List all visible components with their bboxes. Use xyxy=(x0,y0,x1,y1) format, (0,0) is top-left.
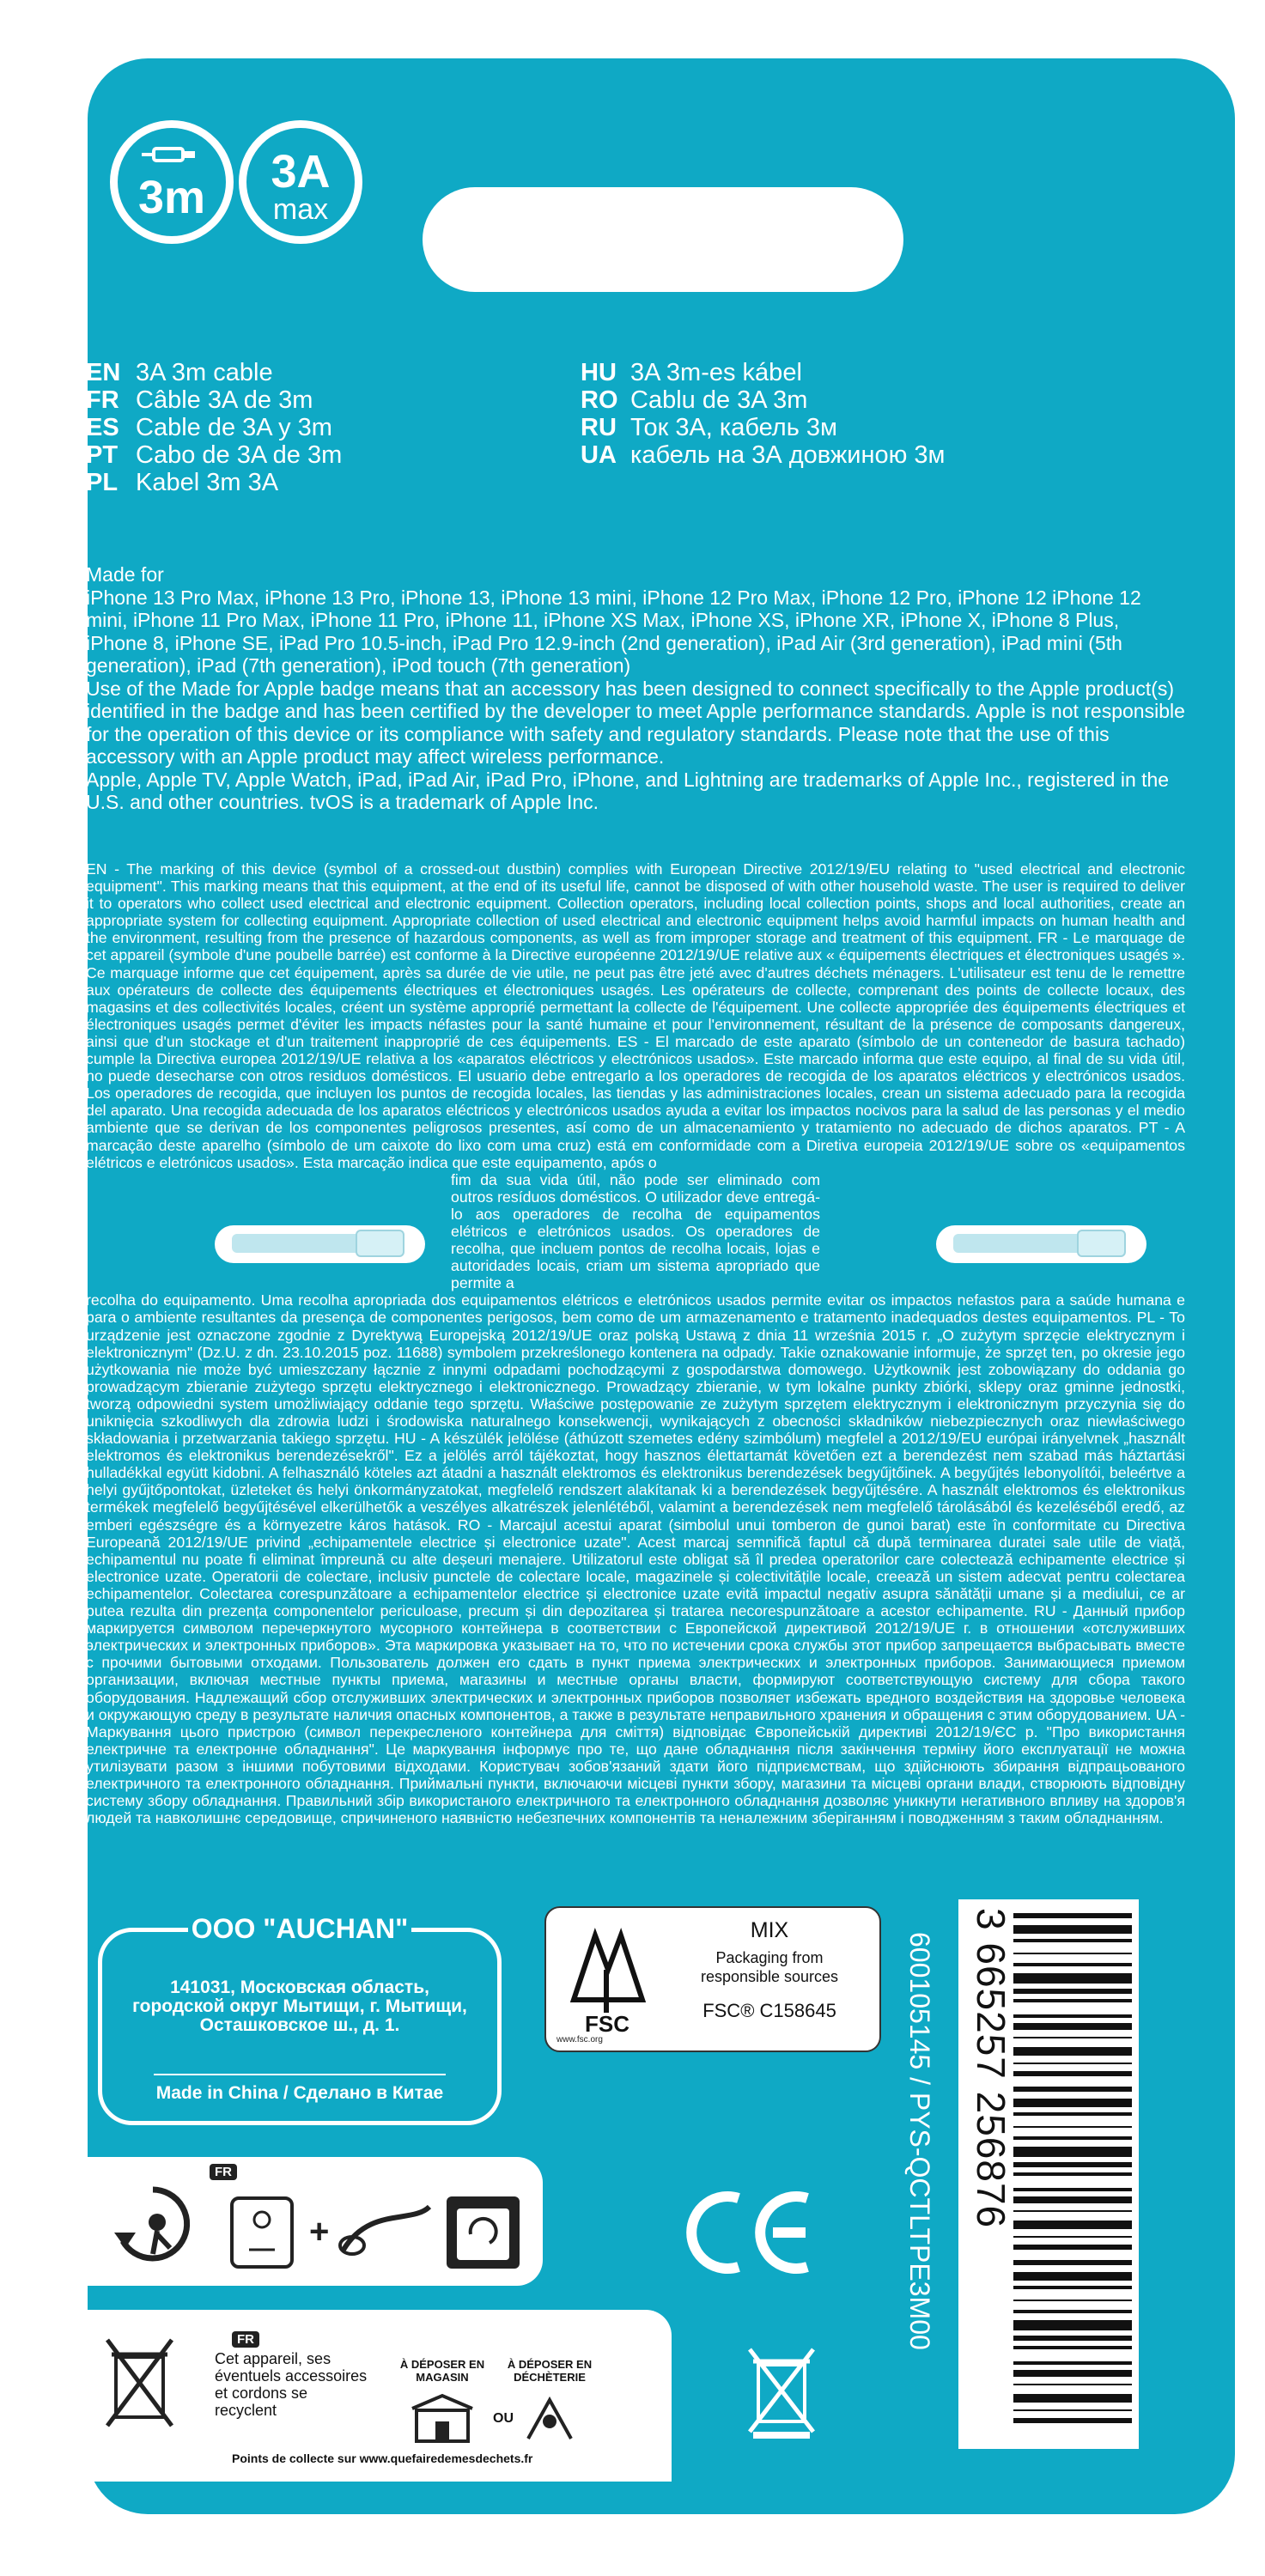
triman-icon xyxy=(110,2181,196,2267)
barcode-digits: 3 665257 256876 xyxy=(969,1908,1013,2229)
product-code: 600105145 / PYS-QCTLTPE3M00 xyxy=(904,1932,935,2350)
barcode-bar xyxy=(1013,2188,1132,2191)
or-label: OU xyxy=(493,2411,514,2426)
barcode-bar xyxy=(1013,2099,1132,2107)
language-code: EN xyxy=(86,359,121,386)
language-row xyxy=(581,386,945,414)
fsc-tree-icon xyxy=(556,1918,658,2044)
barcode-bar xyxy=(1013,2336,1132,2341)
language-row xyxy=(86,359,342,386)
language-row xyxy=(86,414,342,441)
barcode-bar xyxy=(1013,1913,1132,1918)
language-text: Câble 3A de 3m xyxy=(136,386,313,414)
barcode-bar xyxy=(1013,1963,1132,1966)
weee-bin-icon xyxy=(743,2346,820,2440)
barcode-bar xyxy=(1013,2162,1132,2167)
made-for-heading: Made for xyxy=(86,563,164,586)
fsc-line: Packaging from xyxy=(715,1949,824,1966)
barcode-bar xyxy=(1013,2023,1132,2030)
language-code: RU xyxy=(581,414,617,441)
fsc-text xyxy=(666,1918,873,2022)
language-code: ES xyxy=(86,414,119,441)
fr-tag: FR xyxy=(232,2331,259,2348)
language-row xyxy=(581,359,945,386)
language-text: Cabo de 3A de 3m xyxy=(136,441,343,469)
barcode-bar xyxy=(1013,2286,1132,2289)
importer-address xyxy=(102,1978,497,2035)
barcode-bar xyxy=(1013,2014,1132,2018)
made-for-apple-block xyxy=(86,563,1185,814)
language-list-left xyxy=(86,359,342,496)
fsc-line: responsible sources xyxy=(700,1968,839,1985)
store-drop-label: À DÉPOSER EN MAGASIN xyxy=(399,2358,485,2384)
barcode-bar xyxy=(1013,2260,1132,2265)
address-line: городской округ Мытищи, г. Мытищи, xyxy=(132,1996,467,2016)
barcode-bar xyxy=(1013,2394,1132,2403)
barcode-bar xyxy=(1013,2087,1132,2092)
current-max-label: max xyxy=(272,193,329,226)
barcode-bar xyxy=(1013,2361,1132,2365)
made-for-devices: iPhone 13 Pro Max, iPhone 13 Pro, iPhone 13, iPhone 13 mini, iPhone 12 Pro Max, iPhone 12 Pro, iPhone 12 iPhone 12 mini, iPhone 11 Pro Max, iPhone 11 Pro, iPhone 11, iPhone XS Max, iPhone XS, iPhone XR, iPhone X, iPhone 8 Plus, iPhone 8, iPhone SE, iPad Pro 10.5-inch, iPad Pro 12.9-inch (2nd generation), iPad Air (3rd generation), iPad mini (5th generation), iPad (7th generation), iPod touch (7th generation) xyxy=(86,586,1141,677)
current-badge xyxy=(239,120,362,244)
barcode-bar xyxy=(1013,2172,1132,2176)
language-row xyxy=(86,441,342,469)
svg-text:+: + xyxy=(309,2213,330,2251)
importer-box xyxy=(98,1913,502,2125)
language-text: 3A 3m cable xyxy=(136,359,273,386)
current-value: 3A xyxy=(271,146,331,197)
language-text: Kabel 3m 3A xyxy=(136,469,279,496)
collection-points-text: Points de collecte sur www.quefairedemesdechets.fr xyxy=(232,2451,533,2465)
crossed-bin-icon xyxy=(103,2336,176,2430)
barcode-bar xyxy=(1013,2272,1132,2281)
weee-part-3: recolha do equipamento. Uma recolha apropriada dos equipamentos elétricos e eletrónicos usados permite evitar os impactos nefastos para a saúde humana e para o ambiente resultantes da presença de componentes perigosos, bem como de um armazenamento e tratamento inadequados destes equipamentos. PL - To urządzenie jest oznaczone zgodnie z Dyrektywą Europejską 2012/19/UE oraz polską Ustawą z dnia 11 września 2015 r. „O zużytym sprzęcie elektrycznym i elektronicznym" (Dz.U. z dn. 23.10.2015 poz. 11688) symbolem przekreślonego kontenera na odpady. Takie oznakowanie informuje, że sprzęt ten, po okresie jego użytkowania nie może być umieszczany łącznie z innymi odpadami pochodzącymi z gospodarstwa domowego. Użytkownik jest zobowiązany do oddania go prowadzącym zbieranie zużytego sprzętu elektrycznego i elektronicznego. Prowadzący zbieranie, w tym lokalne punkty zbiórki, sklepy oraz gminne jednostki, tworzą odpowiedni system umożliwiający oddanie tego sprzętu. Właściwe postępowanie ze zużytym sprzętem elektrycznym i elektronicznym przyczynia się do uniknięcia szkodliwych dla zdrowia ludzi i środowiska naturalnego konsekwencji, wynikających z obecności składników niebezpiecznych oraz niewłaściwego składowania i przetwarzania takiego sprzętu. HU - A készülék jelölése (áthúzott szemetes edény szimbólum) megfelel a 2012/19/EU európai irányelvnek „használt elektromos és elektronikus berendezésekről". Ez a jelölés arról tájékoztat, hogy hasznos élettartamát követően ezt a berendezést nem szabad más háztartási hulladékkal együtt kidobni. A felhasználó köteles azt átadni a használt elektromos és elektronikus berendezések begyűjtőinek. A begyűjtés lebonyolítói, beleértve a helyi gyűjtőpontokat, üzleteket és helyi önkormányzatokat, megfelelő rendszert alakítanak ki a berendezések begyűjtésére. A használt elektromos és elektronikus termékek megfelelő begyűjtésével elkerülhetők a veszélyes alkatrészek jelenlétéből, valamint a berendezések nem megfelelő tárolásából és kezeléséből eredő, az emberi egészségre és a környezetre káros hatások. RO - Marcajul acestui aparat (simbolul unui tomberon de gunoi barat) este în conformitate cu Directiva Europeană 2012/19/UE privind „echipamentele electrice și electronice uzate". Acest marcaj semnifică faptul că după terminarea duratei sale utile de viață, echipamentul nu poate fi eliminat împreună cu alte deșeuri menajere. Utilizatorul este obligat să îl predea operatorilor care colectează echipamente electrice și electronice uzate. Operatorii de colectare, inclusiv punctele de colectare locale, magazinele și colectivitățile locale, creează un sistem adecvat pentru colectarea echipamentelor. Colectarea corespunzătoare a echipamentelor electrice și electronice uzate evită impactul negativ asupra sănătății umane și a mediului, ce ar putea rezulta din prezența componentelor periculoase, precum și din depozitarea și tratarea necorespunzătoare a acestor echipamente. RU - Данный прибор маркируется символом перечеркнутого мусорного контейнера в соответствии с Европейской директивой 2012/19/UE г. в отношении «отслуживших электрических и электронных приборов». Эта маркировка указывает на то, что по истечении срока службы этот прибор запрещается выбрасывать вместе с прочими бытовыми отходами. Пользователь должен его сдать в пункт приема электрических и электронных приборов. Занимающиеся приемом организации, включая местные пункты приема, магазины и местные органы власти, формируют соответствующую систему для сбора такого оборудования. Надлежащий сбор отслуживших электрических и электронных приборов позволяет избежать вредного воздействия на здоровье человека и окружающую среду в результате наличия опасных компонентов, а также в результате неправильного хранения и обращения с этим оборудованием. UA - Маркування цього пристрою (символ перекресленого контейнера для сміття) відповідає Європейській директиві 2012/19/ЄС р. "Про використання електричне та електронне обладнання". Це маркування інформує про те, що дане обладнання після закінчення терміну його експлуатації не можна утилізувати разом з іншими побутовими відходами. Користувач зобов'язаний здати його підприємствам, що здійснюють збирання відпрацьованого електричного та електронного обладнання. Приймальні пункти, включаючи місцеві пункти збору, магазини та місцеві органи влади, створюють відповідну систему збору обладнання. Правильний збір використаного електричного та електронного обладнання дозволяє уникнути негативного впливу на здоров'я людей та навколишнє середовище, спричиненого наявністю небезпечних компонентів та неналежним зберіганням і поводженням з таким обладнанням. xyxy=(86,1291,1185,1827)
ce-mark-icon xyxy=(678,2185,816,2280)
language-row xyxy=(86,469,342,496)
language-code: PL xyxy=(86,469,119,496)
barcode-bar xyxy=(1013,2112,1132,2116)
language-text: Cable de 3A y 3m xyxy=(136,414,332,441)
barcode-bar xyxy=(1013,2210,1132,2212)
barcode-bar xyxy=(1013,2310,1132,2313)
language-row xyxy=(86,386,342,414)
divider xyxy=(154,2074,446,2075)
barcode-bar xyxy=(1013,2370,1132,2377)
store-icon xyxy=(408,2391,477,2443)
made-in-label: Made in China / Сделано в Китае xyxy=(155,2083,444,2103)
language-text: Ток 3А, кабель 3м xyxy=(630,414,837,441)
barcode-bar xyxy=(1013,2384,1132,2385)
fr-tag: FR xyxy=(210,2164,237,2180)
fsc-label xyxy=(544,1906,881,2052)
barcode-bar xyxy=(1013,2063,1132,2064)
barcode-bar xyxy=(1013,2196,1132,2203)
cable-tie-left xyxy=(215,1224,425,1265)
fsc-code: FSC® C158645 xyxy=(702,2000,836,2021)
length-badge xyxy=(110,120,234,244)
hang-slot xyxy=(423,187,903,292)
weee-part-2: fim da sua vida útil, não pode ser eliminado com outros resíduos domésticos. O utilizador deve entregá-lo aos operadores de recolha de equipamentos elétricos e eletrónicos usados. Os operadores de recolha, que incluem pontos de recolha locais, lojas e autoridades locais, criam um sistema apropriado que permite a xyxy=(451,1170,820,1292)
language-code: PT xyxy=(86,441,119,469)
barcode-bar xyxy=(1013,2037,1132,2038)
recycling-info-text: Cet appareil, ses éventuels accessoires et cordons se recyclent xyxy=(215,2350,368,2419)
cable-icon xyxy=(138,138,207,173)
language-code: FR xyxy=(86,386,119,414)
weee-notice xyxy=(86,860,1185,1826)
fsc-mix: MIX xyxy=(750,1918,789,1942)
barcode-bar xyxy=(1013,2320,1132,2330)
language-row xyxy=(581,441,945,469)
barcode-bars xyxy=(1013,1908,1132,2440)
address-line: 141031, Московская область, xyxy=(170,1978,429,1997)
barcode-bar xyxy=(1013,2245,1132,2250)
barcode-bar xyxy=(1013,2047,1132,2056)
fsc-logo-text: FSC xyxy=(585,2011,629,2037)
barcode-bar xyxy=(1013,1999,1132,2002)
made-for-badge-notice: Use of the Made for Apple badge means that an accessory has been designed to connect specifically to the Apple product(s) identified in the badge and has been certified by the developer to meet Apple performance standards. Apple is not responsible for the operation of this device or its compliance with safety and regulatory standards. Please note that the use of this accessory with an Apple product may affect wireless performance. xyxy=(86,677,1185,768)
length-value: 3m xyxy=(137,172,206,223)
made-for-trademarks: Apple, Apple TV, Apple Watch, iPad, iPad Air, iPad Pro, iPhone, and Lightning are trademarks of Apple Inc., registered in the U.S. and other countries. tvOS is a trademark of Apple Inc. xyxy=(86,768,1170,813)
barcode-bar xyxy=(1013,2126,1132,2128)
cable-tie-right xyxy=(936,1224,1146,1265)
dump-icon xyxy=(520,2391,580,2443)
packaging-sorting-icons xyxy=(215,2190,532,2271)
language-text: кабель на 3А довжиною 3м xyxy=(630,441,946,469)
barcode-bar xyxy=(1013,2136,1132,2140)
barcode-bar xyxy=(1013,2418,1132,2423)
barcode-bar xyxy=(1013,1939,1132,1942)
barcode-bar xyxy=(1013,2147,1132,2157)
language-code: HU xyxy=(581,359,617,386)
barcode-bar xyxy=(1013,1989,1132,1994)
language-list-right xyxy=(581,359,945,469)
language-text: Cablu de 3A 3m xyxy=(630,386,808,414)
importer-name: ООО "AUCHAN" xyxy=(188,1913,411,1945)
fsc-url: www.fsc.org xyxy=(556,2035,603,2044)
barcode-bar xyxy=(1013,2236,1132,2238)
barcode-bar xyxy=(1013,1953,1132,1954)
dump-drop-label: À DÉPOSER EN DÉCHÈTERIE xyxy=(507,2358,593,2384)
weee-part-1: EN - The marking of this device (symbol of a crossed-out dustbin) complies with European Directive 2012/19/EU relating to "used electrical and electronic equipment". This marking means that this equipment, at the end of its useful life, cannot be disposed of with other household waste. The user is required to deliver it to operators who collect used electrical and electronic equipment. Collection operators, including local collection points, shops and local authorities, create an appropriate system for collecting equipment. Appropriate collection of used electrical and electronic equipment helps avoid harmful impacts on human health and the environment, resulting from the presence of hazardous components, as well as from improper storage and treatment of this equipment. FR - Le marquage de cet appareil (symbole d'une poubelle barrée) est conforme à la Directive européenne 2012/19/UE relative aux « équipements électriques et électroniques usagés ». Ce marquage informe que cet équipement, après sa durée de vie utile, ne peut pas être jeté avec d'autres déchets ménagers. L'utilisateur est tenu de le remettre aux opérateurs de collecte des équipements électriques et électroniques usagés. Les opérateurs de collecte, comprenant des points de collecte locaux, des magasins et des collectivités locales, créent un système approprié permettant la collecte de l'équipement. Une collecte appropriée des équipements électriques et électroniques usagés permet d'éviter les impacts néfastes pour la santé humaine et pour l'environnement, résultant de la présence de composants dangereux, ainsi que d'un stockage et d'un traitement inapproprié de ces équipements. ES - El marcado de este aparato (símbolo de un contenedor de basura tachado) cumple la Directiva europea 2012/19/UE relativa a los «aparatos eléctricos y electrónicos usados». Este marcado informa que este equipo, al final de su vida útil, no puede desecharse con otros residuos domésticos. El usuario debe entregarlo a los operadores de recogida de los aparatos eléctricos y electrónicos usados. Los operadores de recogida, que incluyen los puntos de recogida locales, las tiendas y las administraciones locales, crean un sistema adecuado para la recogida del aparato. Una recogida adecuada de los aparatos eléctricos y electrónicos usados ayuda a evitar los impactos nocivos para la salud de las personas y el medio ambiente que se derivan de los componentes peligrosos presentes, así como de un almacenamiento y tratamiento no adecuado de dichos aparatos. PT - A marcação deste aparelho (símbolo de um caixote do lixo com uma cruz) está em conformidade com a Diretiva europeia 2012/19/UE sobre os «equipamentos elétricos e eletrónicos usados». Esta marcação indica que este equipamento, após o xyxy=(86,860,1185,1171)
barcode-bar xyxy=(1013,2409,1132,2411)
barcode-bar xyxy=(1013,2071,1132,2076)
barcode-bar xyxy=(1013,2221,1132,2229)
barcode-bar xyxy=(1013,1925,1132,1934)
barcode-bar xyxy=(1013,2300,1132,2301)
language-code: UA xyxy=(581,441,617,469)
language-row xyxy=(581,414,945,441)
barcode-bar xyxy=(1013,1973,1132,1984)
language-text: 3A 3m-es kábel xyxy=(630,359,802,386)
language-code: RO xyxy=(581,386,618,414)
barcode-bar xyxy=(1013,2346,1132,2349)
address-line: Осташковское ш., д. 1. xyxy=(199,2015,400,2035)
